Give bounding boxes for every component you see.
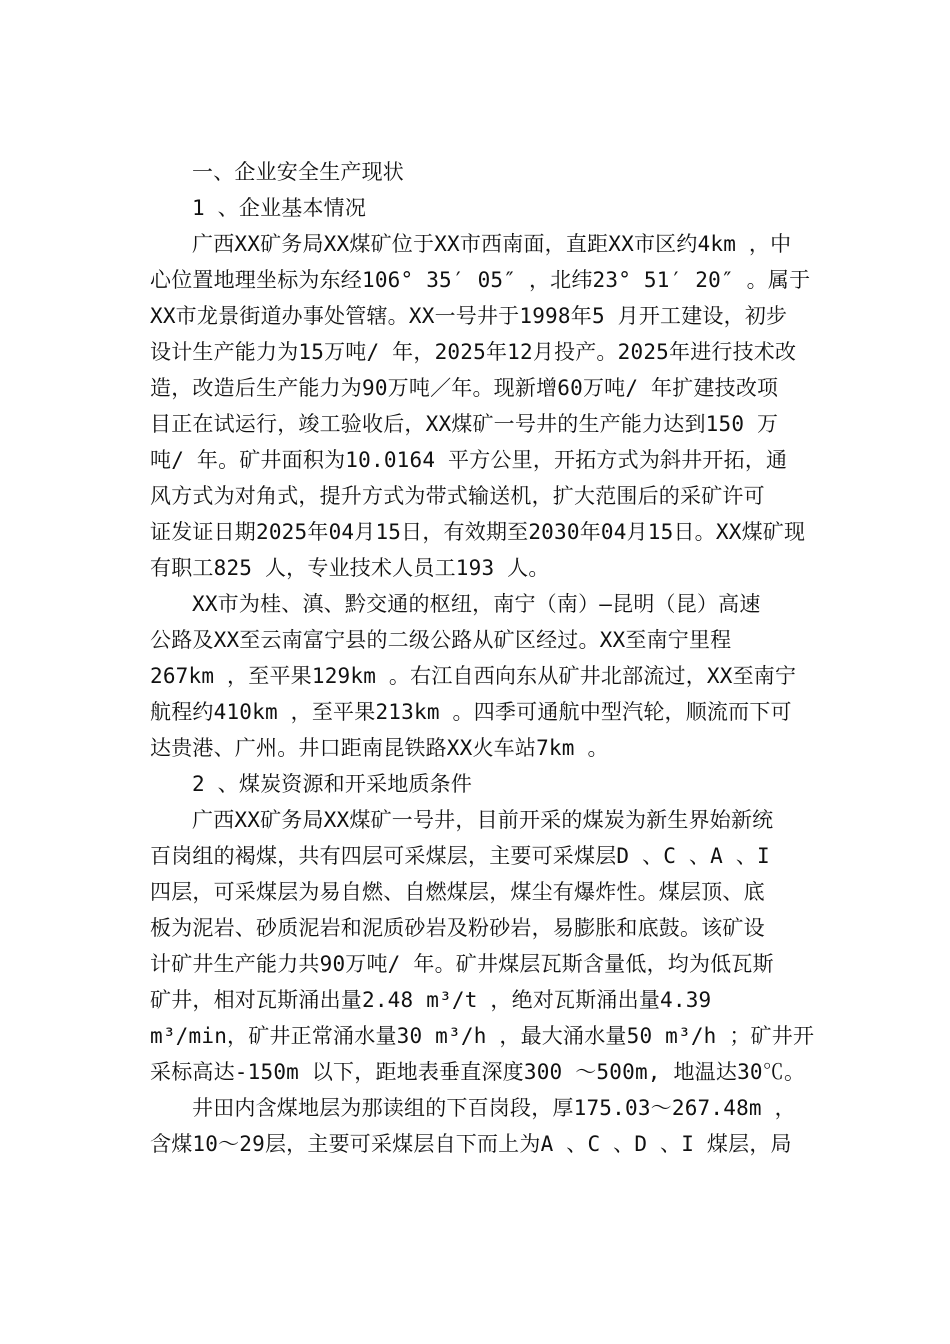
paragraph-line: 航程约410km ，至平果213km 。四季可通航中型汽轮，顺流而下可 — [150, 700, 792, 724]
paragraph-line: 267km ，至平果129km 。右江自西向东从矿井北部流过，XX至南宁 — [150, 664, 797, 688]
paragraph-line: 矿井，相对瓦斯涌出量2.48 m³/t ，绝对瓦斯涌出量4.39 — [150, 988, 712, 1012]
document-page — [150, 154, 815, 1162]
paragraph-line: 设计生产能力为15万吨/ 年，2025年12月投产。2025年进行技术改 — [150, 340, 797, 364]
paragraph-line: 含煤10～29层，主要可采煤层自下而上为A 、C 、D 、I 煤层，局 — [150, 1132, 792, 1156]
paragraph-line: 采标高达-150m 以下，距地表垂直深度300 ～500m, 地温达30℃。 — [150, 1060, 806, 1084]
paragraph-line: 井田内含煤地层为那读组的下百岗段，厚175.03～267.48m ， — [192, 1096, 796, 1120]
paragraph-line: 证发证日期2025年04月15日，有效期至2030年04月15日。XX煤矿现 — [150, 520, 806, 544]
paragraph-line: 心位置地理坐标为东经106° 35′ 05″ ，北纬23° 51′ 20″ 。属于 — [150, 268, 811, 292]
paragraph-line: 计矿井生产能力共90万吨/ 年。矿井煤层瓦斯含量低，均为低瓦斯 — [150, 952, 774, 976]
paragraph-line: 有职工825 人，专业技术人员工193 人。 — [150, 556, 550, 580]
paragraph-line: XX市龙景街道办事处管辖。XX一号井于1998年5 月开工建设，初步 — [150, 304, 788, 328]
paragraph-transport — [150, 586, 800, 766]
paragraph-line: 板为泥岩、砂质泥岩和泥质砂岩及粉砂岩，易膨胀和底鼓。该矿设 — [150, 916, 765, 940]
section-heading-1-1: 1 、企业基本情况 — [192, 196, 367, 220]
paragraph-geology — [150, 802, 815, 1090]
paragraph-line: 造，改造后生产能力为90万吨／年。现新增60万吨/ 年扩建技改项 — [150, 376, 779, 400]
paragraph-line: 四层，可采煤层为易自燃、自燃煤层，煤尘有爆炸性。煤层顶、底 — [150, 880, 765, 904]
paragraph-coal-strata — [150, 1090, 800, 1162]
paragraph-line: 广西XX矿务局XX煤矿位于XX市西南面，直距XX市区约4km ，中 — [192, 232, 792, 256]
paragraph-basic-info — [150, 226, 811, 586]
paragraph-line: XX市为桂、滇、黔交通的枢纽，南宁（南）—昆明（昆）高速 — [192, 592, 761, 616]
paragraph-line: 广西XX矿务局XX煤矿一号井，目前开采的煤炭为新生界始新统 — [192, 808, 774, 832]
paragraph-line: 风方式为对角式，提升方式为带式输送机，扩大范围后的采矿许可 — [150, 484, 765, 508]
paragraph-line: m³/min，矿井正常涌水量30 m³/h ，最大涌水量50 m³/h ；矿井开 — [150, 1024, 815, 1048]
paragraph-line: 吨/ 年。矿井面积为10.0164 平方公里，开拓方式为斜井开拓，通 — [150, 448, 788, 472]
section-heading-1: 一、企业安全生产现状 — [192, 160, 404, 184]
paragraph-line: 百岗组的褐煤，共有四层可采煤层，主要可采煤层D 、C 、A 、I — [150, 844, 770, 868]
paragraph-line: 目正在试运行，竣工验收后，XX煤矿一号井的生产能力达到150 万 — [150, 412, 779, 436]
section-heading-1-2: 2 、煤炭资源和开采地质条件 — [192, 772, 473, 796]
paragraph-line: 达贵港、广州。井口距南昆铁路XX火车站7km 。 — [150, 736, 609, 760]
paragraph-line: 公路及XX至云南富宁县的二级公路从矿区经过。XX至南宁里程 — [150, 628, 732, 652]
